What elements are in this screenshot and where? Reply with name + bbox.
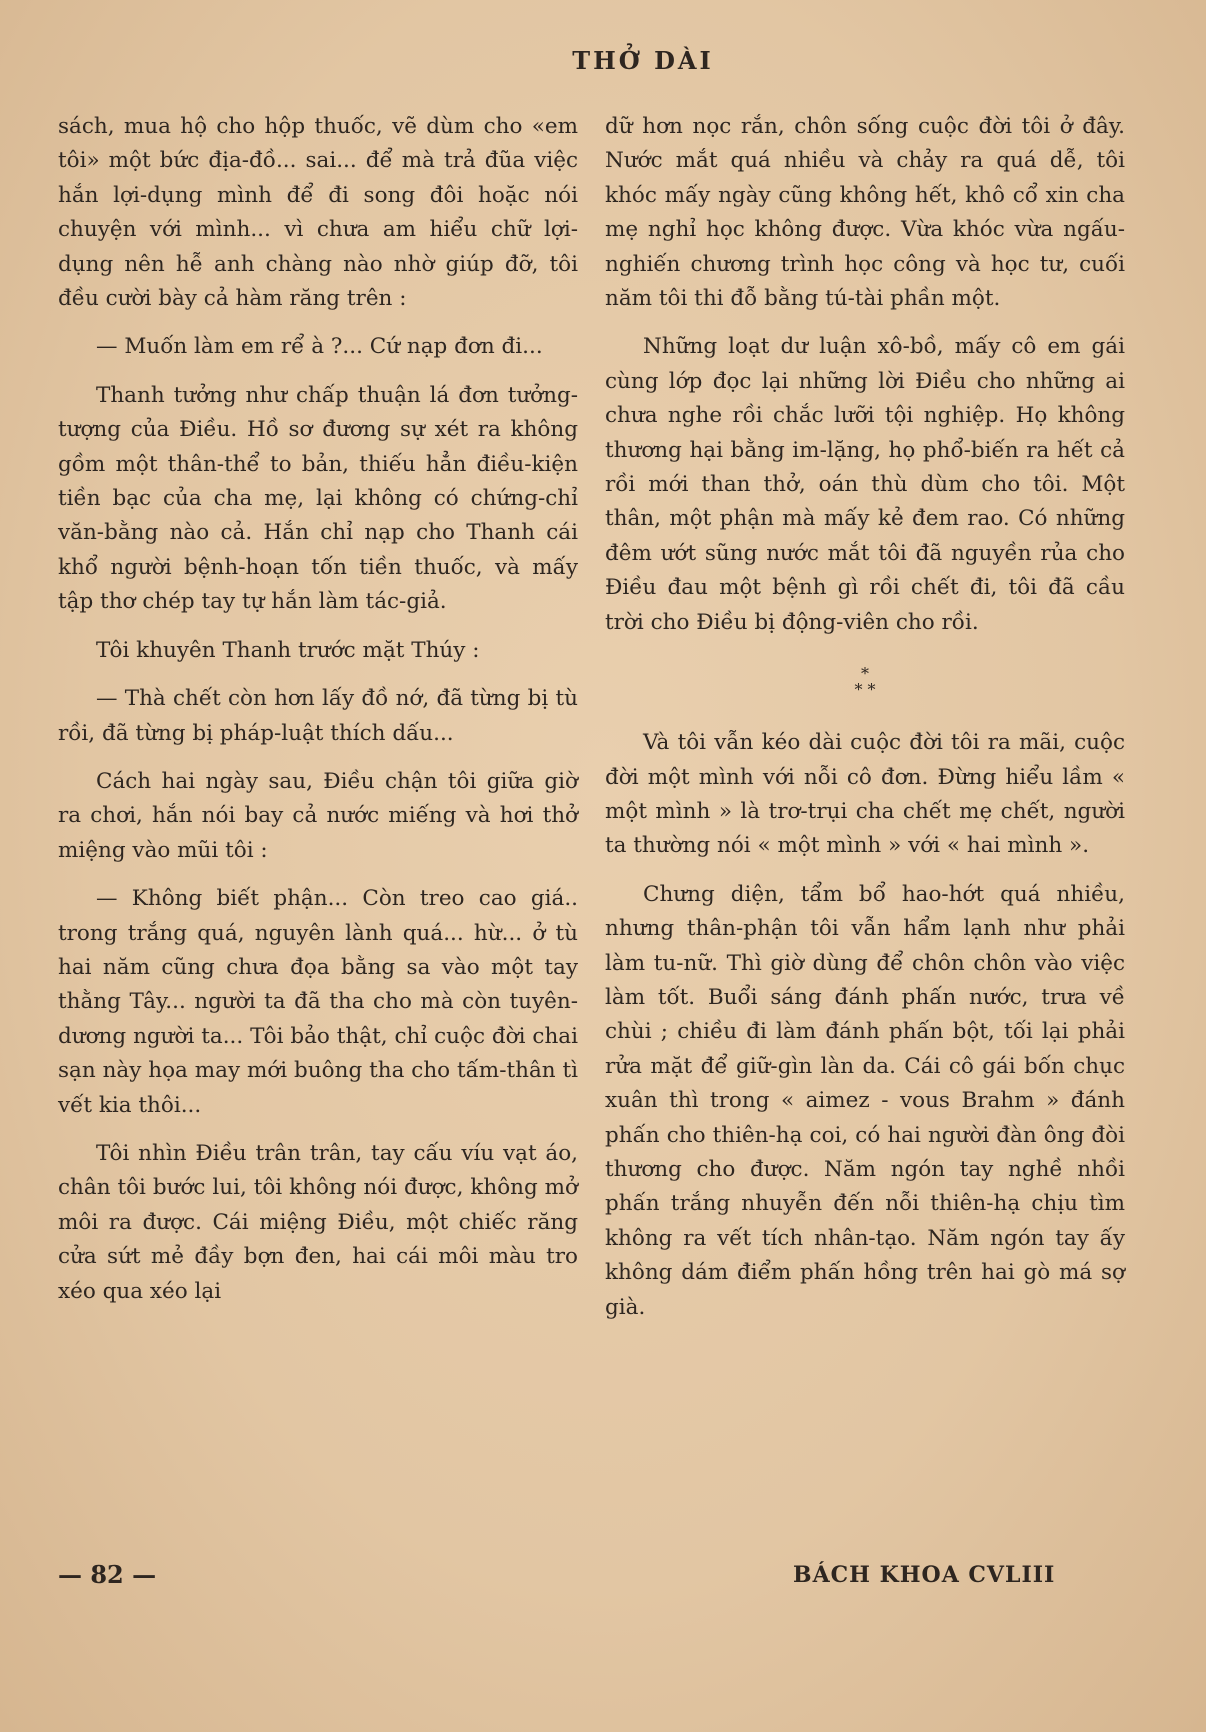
paragraph: — Không biết phận... Còn treo cao giá.. trong trắng quá, nguyên lành quá... hừ... ở tù hai năm cũng chưa đọa bằng sa vào một tay thằng Tây... người ta đã tha cho mà còn tuyên-dương người ta... Tôi bảo thật, chỉ cuộc đời chai sạn này họa may mới buông tha cho tấm-thân tì vết kia thôi... [58, 886, 578, 1118]
paragraph: Chưng diện, tẩm bổ hao-hớt quá nhiều, nhưng thân-phận tôi vẫn hẩm lạnh như phải làm tu-nữ. Thì giờ dùng để chôn chôn vào việc làm tốt. Buổi sáng đánh phấn nước, trưa về chùi ; chiều đi làm đánh phấn bột, tối lại phải rửa mặt để giữ-gìn làn da. Cái cô gái bốn chục xuân thì trong « aimez - vous Brahm » đánh phấn cho thiên-hạ coi, có hai người đàn ông đòi thương cho được. Năm ngón tay nghề nhồi phấn trắng nhuyễn đến nỗi thiên-hạ chịu tìm không ra vết tích nhân-tạo. Năm ngón tay ấy không dám điểm phấn hồng trên hai gò má sợ già. [605, 881, 1125, 1320]
section-divider [605, 666, 1125, 698]
left-column [58, 110, 578, 1323]
paragraph: — Muốn làm em rể à ?... Cứ nạp đơn đi... [96, 334, 543, 360]
paragraph: Những loạt dư luận xô-bồ, mấy cô em gái cùng lớp đọc lại những lời Điều cho những ai chưa nghe rồi chắc lưỡi tội nghiệp. Họ không thương hại bằng im-lặng, họ phổ-biến ra hết cả rồi mới than thở, oán thù dùm cho tôi. Một thân, một phận mà mấy kẻ đem rao. Có những đêm ướt sũng nước mắt tôi đã nguyền rủa cho Điều đau một bệnh gì rồi chết đi, tôi đã cầu trời cho Điều bị động-viên cho rồi. [605, 334, 1125, 635]
paragraph: Cách hai ngày sau, Điều chận tôi giữa giờ ra chơi, hắn nói bay cả nước miếng và hơi thở miệng vào mũi tôi : [58, 768, 578, 863]
paragraph: Tôi nhìn Điều trân trân, tay cấu víu vạt áo, chân tôi bước lui, tôi không nói được, không mở môi ra được. Cái miệng Điều, một chiếc răng cửa sứt mẻ đầy bợn đen, hai cái môi màu tro xéo qua xéo lại [58, 1140, 578, 1304]
paragraph: — Thà chết còn hơn lấy đồ nớ, đã từng bị tù rồi, đã từng bị pháp-luật thích dấu... [58, 686, 578, 746]
asterisk-bottom: * * [854, 680, 876, 700]
asterisk-top: * [861, 664, 869, 684]
paragraph: dữ hơn nọc rắn, chôn sống cuộc đời tôi ở đây. Nước mắt quá nhiều và chảy ra quá dễ, tôi khóc mấy ngày cũng không hết, khô cổ xin cha mẹ nghỉ học không được. Vừa khóc vừa ngấu-nghiến chương trình học công và học tư, cuối năm tôi thi đỗ bằng tú-tài phần một. [605, 114, 1125, 312]
page-number: — 82 — [58, 1560, 157, 1589]
publication-name: BÁCH KHOA CVLIII [793, 1562, 1056, 1588]
paragraph: Tôi khuyên Thanh trước mặt Thúy : [96, 637, 480, 663]
paragraph: sách, mua hộ cho hộp thuốc, vẽ dùm cho «em tôi» một bức địa-đồ... sai... để mà trả đũa việc hắn lợi-dụng mình để đi song đôi hoặc nói chuyện với mình... vì chưa am hiểu chữ lợi-dụng nên hễ anh chàng nào nhờ giúp đỡ, tôi đều cười bày cả hàm răng trên : [58, 114, 578, 312]
running-header: THỞ DÀI [572, 46, 714, 75]
paragraph: Thanh tưởng như chấp thuận lá đơn tưởng-tượng của Điều. Hồ sơ đương sự xét ra không gồm một thân-thể to bản, thiếu hẳn điều-kiện tiền bạc của cha mẹ, lại không có chứng-chỉ văn-bằng nào cả. Hắn chỉ nạp cho Thanh cái khổ người bệnh-hoạn tốn tiền thuốc, và mấy tập thơ chép tay tự hắn làm tác-giả. [58, 382, 578, 615]
right-column [605, 110, 1125, 1339]
paragraph: Và tôi vẫn kéo dài cuộc đời tôi ra mãi, cuộc đời một mình với nỗi cô đơn. Đừng hiểu lầm « một mình » là trơ-trụi cha chết mẹ chết, người ta thường nói « một mình » với « hai mình ». [605, 730, 1125, 859]
